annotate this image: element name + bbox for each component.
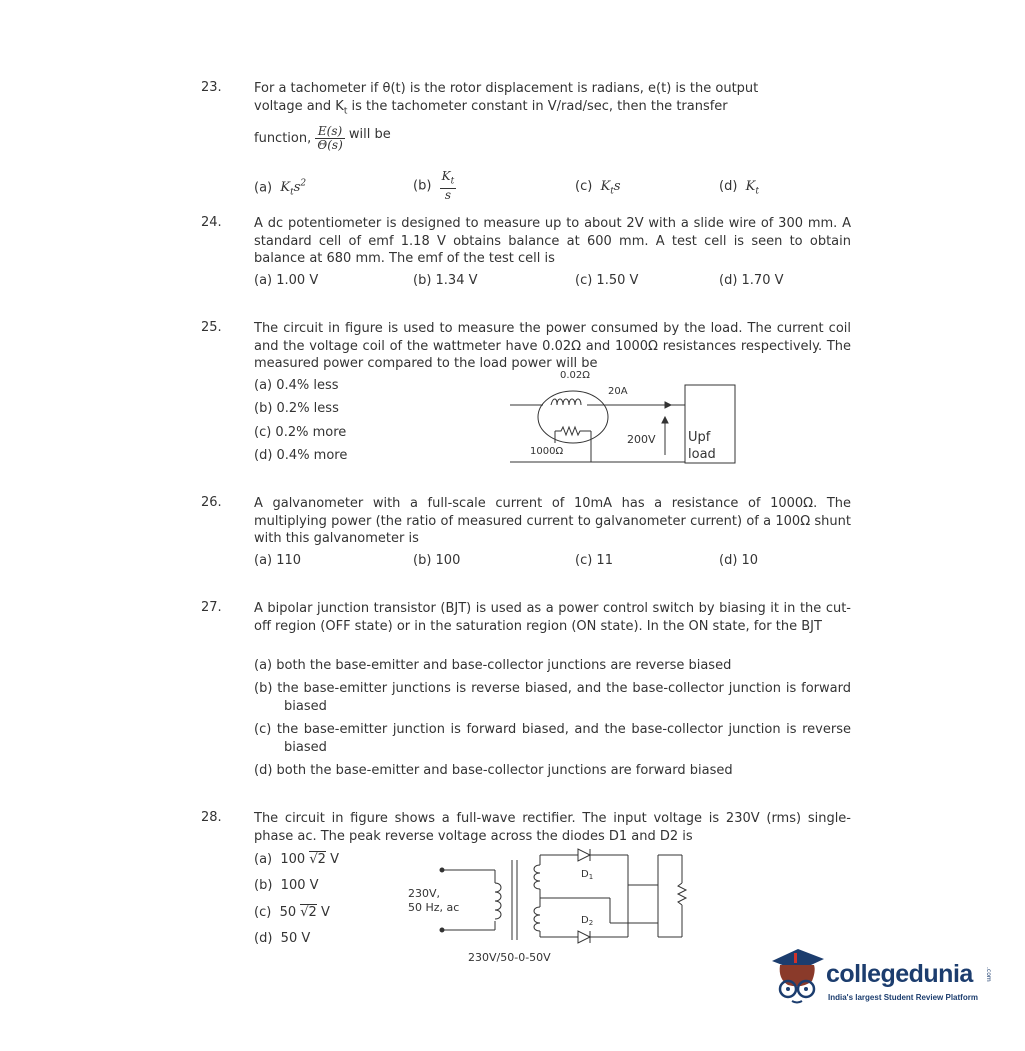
option-c[interactable]: (c) $K_ts$ <box>575 179 621 197</box>
question-text: A galvanometer with a full-scale current of 10mA has a resistance of 1000Ω. The multiplying power (the ratio of measured current to galvanometer current) of a 100Ω shunt with this galvanometer is <box>254 496 851 546</box>
option-d[interactable]: (d) both the base-emitter and base-collector junctions are forward biased <box>254 763 733 778</box>
option-a[interactable]: (a) 0.4% less <box>254 378 339 393</box>
option-a[interactable]: (a) 1.00 V <box>254 273 319 288</box>
logo-com: .com <box>985 967 992 982</box>
question-24 <box>201 215 861 295</box>
option-d[interactable]: (d) 50 V <box>254 931 311 946</box>
logo-tagline: India's largest Student Review Platform <box>828 993 978 1002</box>
svg-text:Upf: Upf <box>688 430 711 445</box>
collegedunia-mascot-icon <box>768 945 826 1007</box>
question-26 <box>201 495 861 575</box>
option-b[interactable]: (b) 100 V <box>254 878 319 893</box>
transfer-fraction: $\frac{E(s)}{\Theta(s)}$ <box>317 123 343 152</box>
svg-text:230V,: 230V, <box>408 887 441 900</box>
question-number: 28. <box>201 810 222 825</box>
option-d[interactable]: (d) 0.4% more <box>254 448 348 463</box>
option-c[interactable]: (c) 50 √2 V <box>254 905 330 920</box>
question-text: A dc potentiometer is designed to measure up to about 2V with a slide wire of 300 mm. A standard cell of emf 1.18 V obtains balance at 600 mm. A test cell is seen to obtain balance at 680 mm. The emf of the test cell is <box>254 216 851 266</box>
svg-text:D2: $D_2$ <box>581 915 594 927</box>
svg-text:20A: 20A <box>608 386 628 397</box>
option-a[interactable]: (a) $K_ts^2$ <box>254 179 307 198</box>
option-a[interactable]: (a) both the base-emitter and base-collector junctions are reverse biased <box>254 658 732 673</box>
question-number: 23. <box>201 80 222 95</box>
question-number: 24. <box>201 215 222 230</box>
question-text: For a tachometer if θ(t) is the rotor displacement is radians, e(t) is the output voltage and $K_t$ is the tachometer constant in V/rad/sec, then the transfer function, $\frac{E(s)}{\Theta(s)}$ will be <box>254 81 759 152</box>
option-b[interactable]: (b) the base-emitter junctions is reverse biased, and the base-collector junction is forward biased <box>254 681 851 714</box>
rectifier-circuit-figure <box>400 845 720 965</box>
question-number: 26. <box>201 495 222 510</box>
option-c[interactable]: (c) the base-emitter junction is forward biased, and the base-collector junction is reverse biased <box>254 722 851 755</box>
question-text: A bipolar junction transistor (BJT) is used as a power control switch by biasing it in the cut-off region (OFF state) or in the saturation region (ON state). In the ON state, for the BJT <box>254 601 851 634</box>
question-27 <box>201 600 861 785</box>
question-text: The circuit in figure is used to measure the power consumed by the load. The current coil and the voltage coil of the wattmeter have 0.02Ω and 1000Ω resistances respectively. The measured power compared to the load power will be <box>254 321 851 371</box>
svg-text:D1: $D_1$ <box>581 869 594 881</box>
option-c[interactable]: (c) 0.2% more <box>254 425 347 440</box>
option-d[interactable]: (d) 10 <box>719 553 759 568</box>
option-d[interactable]: (d) 1.70 V <box>719 273 784 288</box>
option-c[interactable]: (c) 1.50 V <box>575 273 639 288</box>
option-c[interactable]: (c) 11 <box>575 553 613 568</box>
option-b[interactable]: (b) 0.2% less <box>254 401 339 416</box>
question-23 <box>201 80 861 203</box>
wattmeter-circuit-figure <box>505 365 750 475</box>
option-b[interactable]: (b) 1.34 V <box>413 273 478 288</box>
option-b[interactable]: (b) $\frac{K_t}{s}$ <box>413 169 455 203</box>
question-number: 25. <box>201 320 222 335</box>
svg-text:230V/50-0-50V: 230V/50-0-50V <box>468 951 551 964</box>
question-number: 27. <box>201 600 222 615</box>
option-d[interactable]: (d) $K_t$ <box>719 179 760 197</box>
option-b[interactable]: (b) 100 <box>413 553 461 568</box>
svg-text:200V: 200V <box>627 433 656 446</box>
question-text: The circuit in figure shows a full-wave rectifier. The input voltage is 230V (rms) single-phase ac. The peak reverse voltage across the diodes D1 and D2 is <box>254 811 851 844</box>
svg-text:load: load <box>688 447 716 462</box>
svg-text:1000Ω: 1000Ω <box>530 446 564 457</box>
logo-name: collegedunia <box>826 960 973 988</box>
option-a[interactable]: (a) 110 <box>254 553 302 568</box>
svg-text:0.02Ω: 0.02Ω <box>560 370 590 381</box>
option-a[interactable]: (a) 100 √2 V <box>254 852 339 867</box>
svg-text:50 Hz, ac: 50 Hz, ac <box>408 901 460 914</box>
